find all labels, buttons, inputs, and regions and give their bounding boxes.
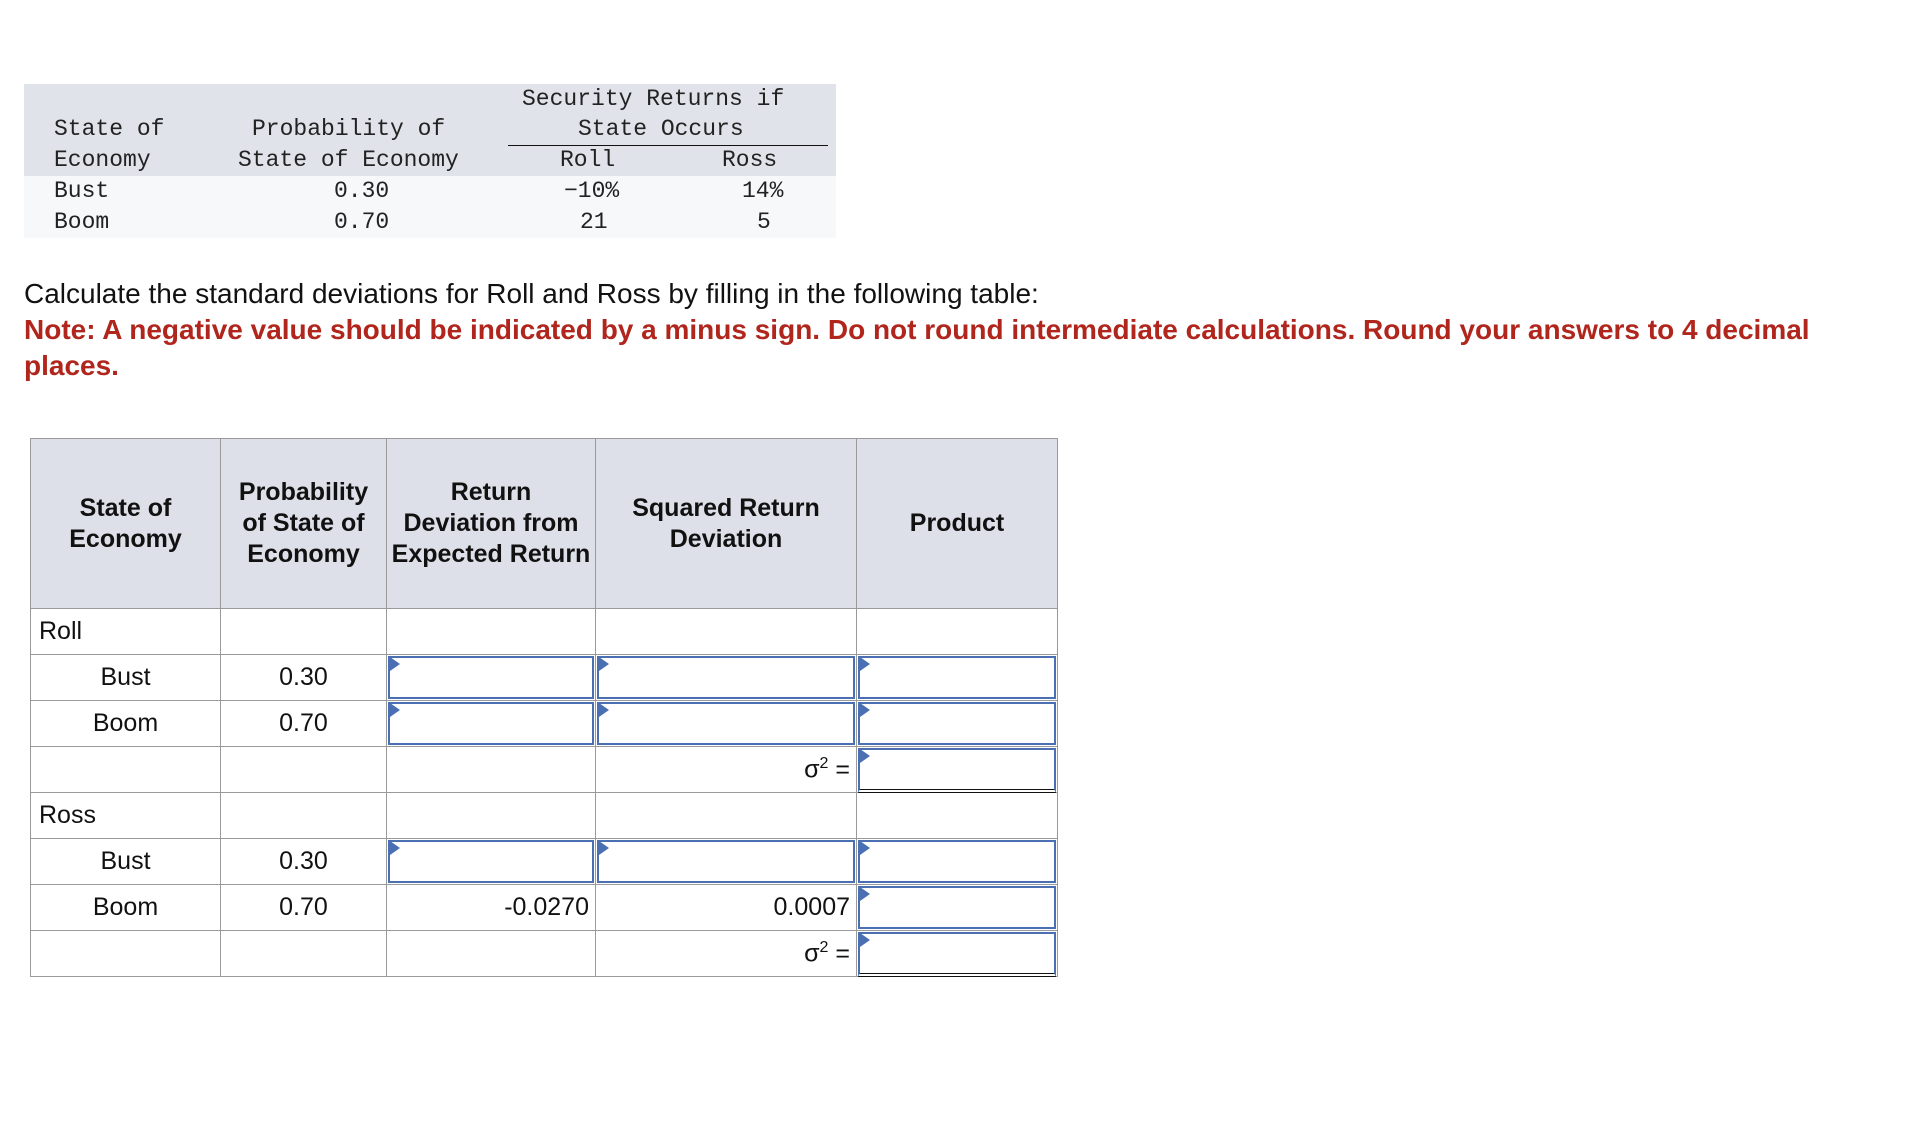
dropdown-triangle-icon	[390, 841, 400, 855]
variance-label: $\sigma^2$ =	[596, 931, 857, 977]
given-prob: 0.70	[334, 209, 390, 235]
roll-boom-squared-input[interactable]	[597, 702, 855, 745]
ross-variance-cell	[857, 931, 1058, 977]
roll-boom-product-cell	[857, 701, 1058, 747]
dropdown-triangle-icon	[599, 841, 609, 855]
dropdown-triangle-icon	[860, 749, 870, 763]
dropdown-triangle-icon	[390, 703, 400, 717]
ross-boom-squared-value: 0.0007	[596, 885, 857, 931]
header-ross: Ross	[722, 147, 778, 173]
calc-table	[30, 438, 1058, 977]
roll-variance-input[interactable]	[858, 748, 1056, 793]
roll-variance-cell	[857, 747, 1058, 793]
probability-value: 0.70	[221, 701, 387, 747]
question-prompt	[24, 276, 1904, 384]
roll-boom-deviation-cell	[387, 701, 596, 747]
roll-section-row	[31, 609, 1058, 655]
roll-variance-row	[31, 747, 1058, 793]
given-ross: 5	[757, 209, 771, 235]
dropdown-triangle-icon	[860, 703, 870, 717]
state-label: Bust	[31, 839, 221, 885]
header-state-line2: Economy	[54, 147, 151, 173]
header-state: State of Economy	[31, 439, 221, 609]
ross-boom-row	[31, 885, 1058, 931]
dropdown-triangle-icon	[860, 933, 870, 947]
probability-value: 0.30	[221, 655, 387, 701]
header-prob-line2: State of Economy	[238, 147, 459, 173]
ross-bust-squared-cell	[596, 839, 857, 885]
ross-section-row	[31, 793, 1058, 839]
header-state-line1: State of	[54, 116, 165, 142]
ross-bust-deviation-input[interactable]	[388, 840, 594, 883]
header-deviation: Return Deviation from Expected Return	[387, 439, 596, 609]
ross-bust-row	[31, 839, 1058, 885]
ross-variance-row	[31, 931, 1058, 977]
roll-bust-product-cell	[857, 655, 1058, 701]
state-label: Bust	[31, 655, 221, 701]
roll-label: Roll	[31, 609, 221, 655]
given-state: Bust	[54, 178, 110, 204]
dropdown-triangle-icon	[860, 887, 870, 901]
roll-bust-deviation-cell	[387, 655, 596, 701]
dropdown-triangle-icon	[599, 703, 609, 717]
ross-bust-squared-input[interactable]	[597, 840, 855, 883]
header-returns-line2: State Occurs	[578, 116, 744, 142]
ross-bust-product-cell	[857, 839, 1058, 885]
given-state: Boom	[54, 209, 110, 235]
roll-boom-product-input[interactable]	[858, 702, 1056, 745]
ross-variance-input[interactable]	[858, 932, 1056, 977]
header-prob-line1: Probability of	[252, 116, 446, 142]
header-probability: Probability of State of Economy	[221, 439, 387, 609]
state-label: Boom	[31, 885, 221, 931]
dropdown-triangle-icon	[390, 657, 400, 671]
ross-boom-deviation-value: -0.0270	[387, 885, 596, 931]
roll-bust-product-input[interactable]	[858, 656, 1056, 699]
ross-boom-product-cell	[857, 885, 1058, 931]
probability-value: 0.70	[221, 885, 387, 931]
dropdown-triangle-icon	[599, 657, 609, 671]
roll-bust-row	[31, 655, 1058, 701]
header-underline	[508, 145, 828, 146]
header-roll: Roll	[560, 147, 616, 173]
header-squared: Squared Return Deviation	[596, 439, 857, 609]
ross-bust-deviation-cell	[387, 839, 596, 885]
state-label: Boom	[31, 701, 221, 747]
given-row-boom	[24, 207, 836, 238]
roll-bust-deviation-input[interactable]	[388, 656, 594, 699]
dropdown-triangle-icon	[860, 841, 870, 855]
dropdown-triangle-icon	[860, 657, 870, 671]
roll-bust-squared-input[interactable]	[597, 656, 855, 699]
header-returns-line1: Security Returns if	[522, 86, 785, 112]
given-roll: −10%	[564, 178, 620, 204]
instruction-text: Calculate the standard deviations for Roll and Ross by filling in the following table:	[24, 278, 1039, 309]
roll-bust-squared-cell	[596, 655, 857, 701]
given-data-table	[24, 84, 836, 238]
roll-boom-deviation-input[interactable]	[388, 702, 594, 745]
roll-boom-row	[31, 701, 1058, 747]
given-row-bust	[24, 176, 836, 207]
variance-label: $\sigma^2$ =	[596, 747, 857, 793]
header-product: Product	[857, 439, 1058, 609]
ross-label: Ross	[31, 793, 221, 839]
ross-boom-product-input[interactable]	[858, 886, 1056, 929]
roll-boom-squared-cell	[596, 701, 857, 747]
calc-header-row	[31, 439, 1058, 609]
given-ross: 14%	[742, 178, 784, 204]
probability-value: 0.30	[221, 839, 387, 885]
ross-bust-product-input[interactable]	[858, 840, 1056, 883]
given-prob: 0.30	[334, 178, 390, 204]
note-text: Note: A negative value should be indicated by a minus sign. Do not round intermediate calculations. Round your answers to 4 decimal places.	[24, 314, 1810, 381]
given-roll: 21	[580, 209, 608, 235]
given-table-header	[24, 84, 836, 176]
